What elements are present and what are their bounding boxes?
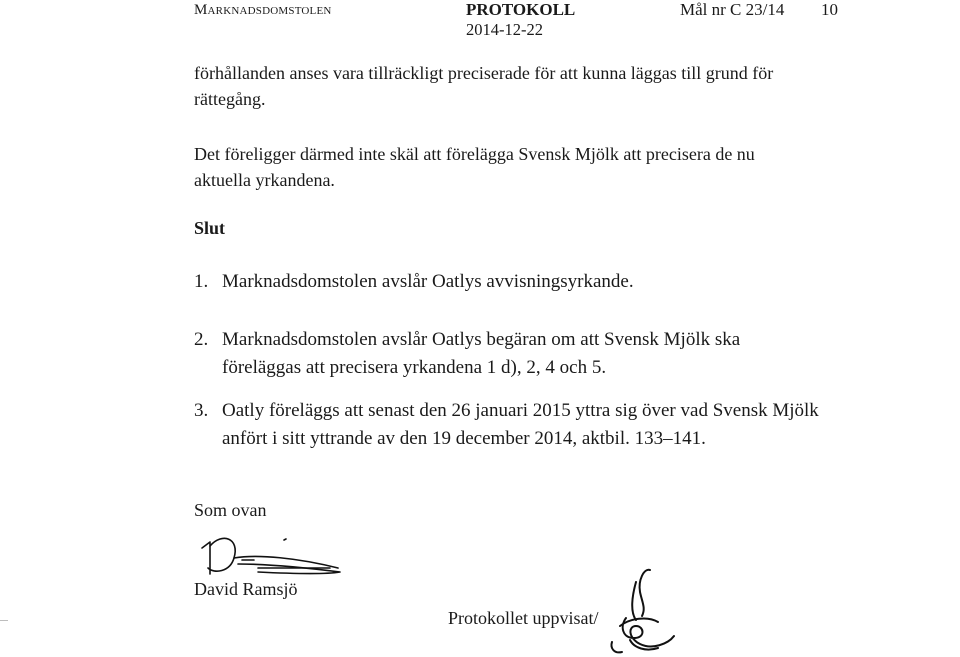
- closing-phrase: Som ovan: [194, 500, 267, 520]
- document-date: 2014-12-22: [466, 20, 543, 39]
- decision-item-line-2: föreläggas att precisera yrkandena 1 d), 2, 4 och 5.: [222, 357, 607, 378]
- paragraph-1: [194, 60, 773, 112]
- paragraph-1-line-2: rättegång.: [194, 89, 266, 109]
- court-name: Marknadsdomstolen: [194, 2, 332, 18]
- decision-item-line-2: anfört i sitt yttrande av den 19 december 2014, aktbil. 133–141.: [222, 428, 706, 449]
- decision-item-text: [222, 326, 740, 382]
- decision-item-number: 1.: [194, 271, 209, 292]
- decision-item-text: [222, 397, 819, 453]
- handwritten-initials-icon: [606, 566, 682, 656]
- handwritten-signature-icon: [188, 528, 344, 580]
- page-edge-mark: [0, 620, 8, 621]
- document-title: PROTOKOLL: [466, 0, 576, 19]
- decision-item-line-1: Marknadsdomstolen avslår Oatlys avvisningsyrkande.: [222, 271, 634, 292]
- paragraph-1-line-1: förhållanden anses vara tillräckligt preciserade för att kunna läggas till grund för: [194, 63, 774, 83]
- verified-label: Protokollet uppvisat/: [448, 608, 599, 628]
- case-number: Mål nr C 23/14: [680, 0, 785, 19]
- decision-item-number: 3.: [194, 400, 209, 421]
- signer-name: David Ramsjö: [194, 579, 298, 599]
- paragraph-2-line-1: Det föreligger därmed inte skäl att förelägga Svensk Mjölk att precisera de nu: [194, 144, 755, 164]
- page-number: 10: [821, 0, 838, 19]
- paragraph-2: [194, 141, 755, 193]
- paragraph-2-line-2: aktuella yrkandena.: [194, 170, 335, 190]
- decision-item-text: [222, 268, 634, 296]
- decision-item-line-1: Oatly föreläggs att senast den 26 januari 2015 yttra sig över vad Svensk Mjölk: [222, 400, 819, 421]
- decision-item-number: 2.: [194, 329, 209, 350]
- slut-heading: Slut: [194, 218, 226, 238]
- decision-item-line-1: Marknadsdomstolen avslår Oatlys begäran om att Svensk Mjölk ska: [222, 329, 741, 350]
